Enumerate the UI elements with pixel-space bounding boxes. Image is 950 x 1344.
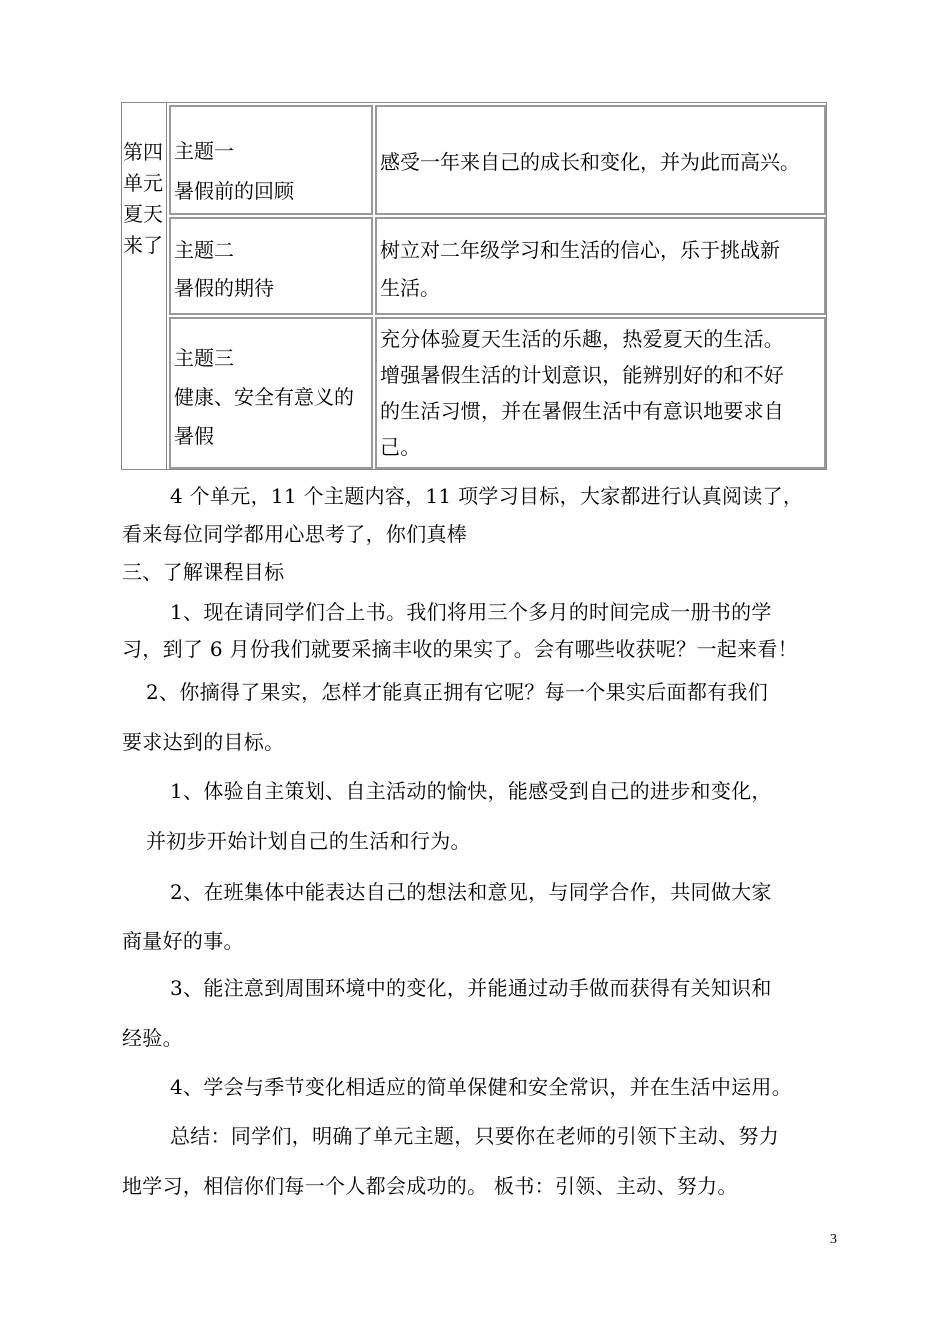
goal-item: 经验。 [122, 1026, 183, 1050]
summary-paragraph: 4 个单元，11 个主题内容，11 项学习目标，大家都进行认真阅读了， [170, 484, 804, 508]
goal-text: 感受一年来自己的成长和变化，并为此而高兴。 [380, 150, 800, 174]
topic-title: 暑假的期待 [174, 276, 274, 300]
unit-name-line: 夏天 [123, 202, 163, 226]
topic-number: 主题一 [174, 139, 234, 163]
table-row [167, 105, 826, 215]
unit-name-line: 来了 [123, 233, 163, 257]
goal-item: 2、在班集体中能表达自己的想法和意见，与同学合作，共同做大家 [170, 880, 772, 904]
topic-cell [169, 105, 373, 215]
goal-item: 4、学会与季节变化相适应的简单保健和安全常识，并在生活中运用。 [170, 1075, 793, 1099]
topic-title: 健康、安全有意义的 [174, 385, 354, 409]
goal-text: 增强暑假生活的计划意识，能辨别好的和不好 [380, 363, 784, 387]
table-row [167, 317, 826, 469]
goal-cell [375, 217, 826, 315]
unit-name-line: 第四 [123, 140, 163, 164]
goal-text: 充分体验夏天生活的乐趣，热爱夏天的生活。 [380, 327, 784, 351]
goal-cell [375, 105, 826, 215]
page-number: 3 [830, 1232, 837, 1247]
goal-text: 己。 [380, 435, 421, 459]
topic-number: 主题三 [174, 346, 234, 370]
goal-text: 生活。 [380, 276, 440, 300]
conclusion-paragraph: 地学习，相信你们每一个人都会成功的。 板书：引领、主动、努力。 [122, 1174, 738, 1198]
unit-name-cell [122, 103, 167, 469]
paragraph: 要求达到的目标。 [122, 730, 285, 754]
paragraph: 2、你摘得了果实，怎样才能真正拥有它呢？每一个果实后面都有我们 [146, 680, 769, 704]
goal-text: 的生活习惯，并在暑假生活中有意识地要求自 [380, 399, 784, 423]
unit-topics-table [121, 102, 827, 470]
paragraph: 1、现在请同学们合上书。我们将用三个多月的时间完成一册书的学 [170, 600, 772, 624]
goal-item: 1、体验自主策划、自主活动的愉快，能感受到自己的进步和变化， [170, 779, 772, 803]
unit-name-line: 单元 [123, 171, 163, 195]
summary-paragraph: 看来每位同学都用心思考了，你们真棒 [122, 522, 468, 546]
section-heading: 三、了解课程目标 [122, 560, 285, 584]
topic-title: 暑假前的回顾 [174, 179, 294, 203]
topic-title: 暑假 [174, 424, 214, 448]
table-row [167, 217, 826, 315]
goal-item: 商量好的事。 [122, 929, 244, 953]
topic-cell [169, 317, 373, 469]
topic-number: 主题二 [174, 238, 234, 262]
goal-text: 树立对二年级学习和生活的信心，乐于挑战新 [380, 238, 780, 262]
goal-cell [375, 317, 826, 469]
conclusion-paragraph: 总结：同学们，明确了单元主题，只要你在老师的引领下主动、努力 [170, 1124, 779, 1148]
goal-item: 并初步开始计划自己的生活和行为。 [146, 829, 471, 853]
topic-cell [169, 217, 373, 315]
paragraph: 习，到了 6 月份我们就要采摘丰收的果实了。会有哪些收获呢？一起来看！ [122, 637, 798, 661]
goal-item: 3、能注意到周围环境中的变化，并能通过动手做而获得有关知识和 [170, 976, 772, 1000]
